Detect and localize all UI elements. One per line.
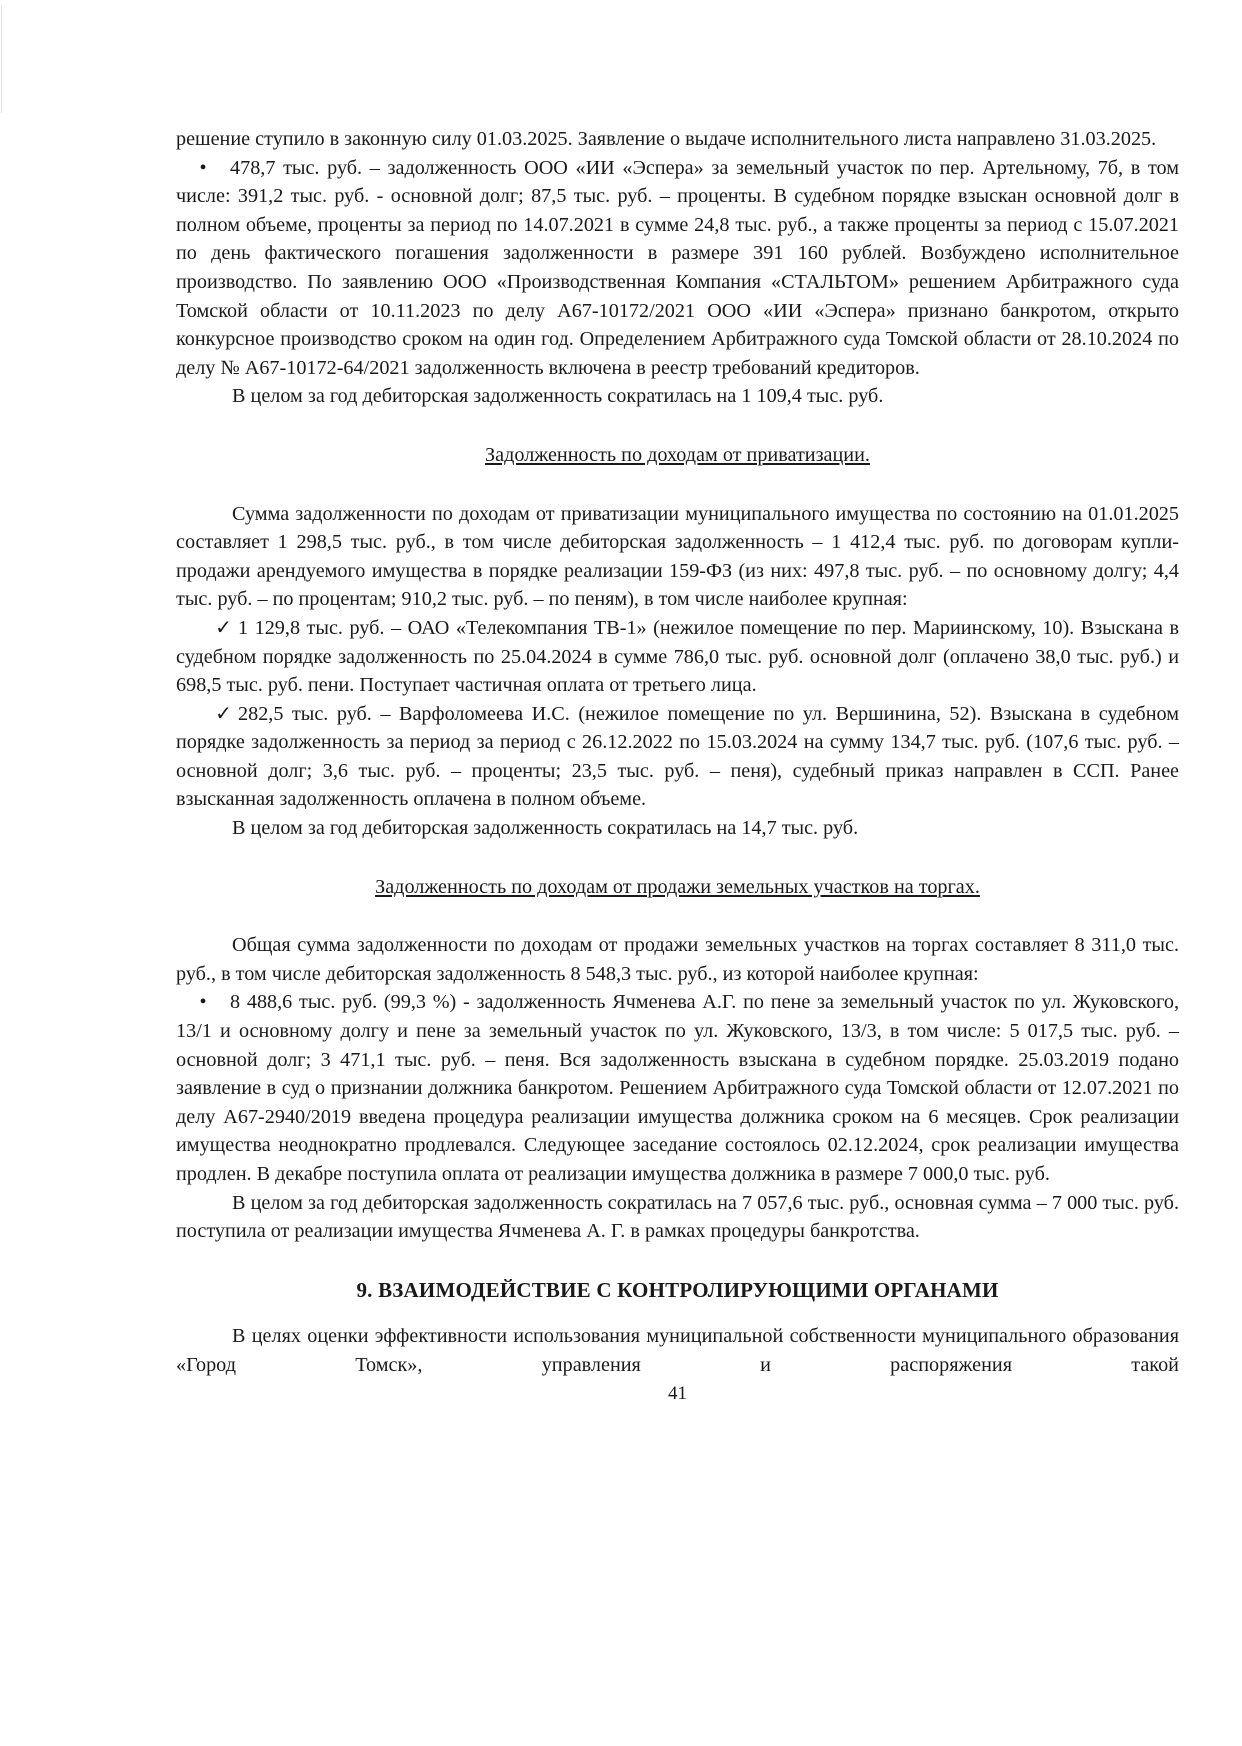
summary-espera: В целом за год дебиторская задолженность сократилась на 1 109,4 тыс. руб. bbox=[232, 385, 884, 408]
section-title-land-auctions: Задолженность по доходам от продажи земельных участков на торгах. bbox=[375, 875, 980, 898]
bullet-icon: • bbox=[199, 991, 207, 1014]
privatization-item-tv1 bbox=[176, 614, 1179, 700]
privatization-item-text: 1 129,8 тыс. руб. – ОАО «Телекомпания ТВ-1» (нежилое помещение по пер. Мариинскому, 10). Взыскана в судебном порядке задолженность по 25.04.2024 в сумме 786,0 тыс. руб. основной долг (оплачено 38,0 тыс. руб.) и 698,5 тыс. руб. пени. Поступает частичная оплата от третьего лица. bbox=[176, 616, 1179, 697]
summary-privatization: В целом за год дебиторская задолженность сократилась на 14,7 тыс. руб. bbox=[232, 817, 859, 840]
land-auctions-item-yachmenev bbox=[176, 988, 1179, 1188]
espera-debt-item bbox=[176, 154, 1179, 383]
summary-land-auctions: В целом за год дебиторская задолженность сократилась на 7 057,6 тыс. руб., основная сумма – 7 000 тыс. руб. поступила от реализации имущества Ячменева А. Г. в рамках процедуры банкротства. bbox=[176, 1191, 1179, 1243]
section-title-privatization: Задолженность по доходам от приватизации. bbox=[485, 443, 870, 466]
land-auctions-intro: Общая сумма задолженности по доходам от продажи земельных участков на торгах составляет 8 311,0 тыс. руб., в том числе дебиторская задолженность 8 548,3 тыс. руб., из которой наиболее крупная: bbox=[176, 934, 1179, 985]
espera-debt-text: 478,7 тыс. руб. – задолженность ООО «ИИ «Эспера» за земельный участок по пер. Артельному, 7б, в том числе: 391,2 тыс. руб. - основной долг; 87,5 тыс. руб. – проценты. В судебном порядке взыскан основной долг в полном объеме, проценты за период по 14.07.2021 в сумме 24,8 тыс. руб., а также проценты за период с 15.07.2021 по день фактического погашения задолженности в размере 391 160 рублей. Возбуждено исполнительное производство. По заявлению ООО «Производственная Компания «СТАЛЬТОМ» решением Арбитражного суда Томской области от 10.11.2023 по делу А67-10172/2021 ООО «ИИ «Эспера» признано банкротом, открыто конкурсное производство сроком на один год. Определением Арбитражного суда Томской области от 28.10.2024 по делу № А67-10172-64/2021 задолженность включена в реестр требований кредиторов. bbox=[176, 156, 1179, 379]
checkmark-icon: ✓ bbox=[215, 702, 232, 725]
land-auctions-item-text: 8 488,6 тыс. руб. (99,3 %) - задолженность Ячменева А.Г. по пене за земельный участок по ул. Жуковского, 13/1 и основному долгу и пене за земельный участок по ул. Жуковского, 13/3, в том числе: 5 017,5 тыс. руб. – основной долг; 3 471,1 тыс. руб. – пеня. Вся задолженность взыскана в судебном порядке. 25.03.2019 подано заявление в суд о признании должника банкротом. Решением Арбитражного суда Томской области от 12.07.2021 по делу А67-2940/2019 введена процедура реализации имущества должника сроком на 6 месяцев. Срок реализации имущества неоднократно продлевался. Следующее заседание состоялось 02.12.2024, срок реализации имущества продлен. В декабре поступила оплата от реализации имущества должника в размере 7 000,0 тыс. руб. bbox=[176, 991, 1179, 1185]
checkmark-icon: ✓ bbox=[215, 616, 232, 639]
section-9-paragraph: В целях оценки эффективности использования муниципальной собственности муниципального образования «Город Томск», управления и распоряжения такой bbox=[176, 1325, 1179, 1376]
privatization-item-varfolomeeva bbox=[176, 700, 1179, 814]
section-9-heading: 9. ВЗАИМОДЕЙСТВИЕ С КОНТРОЛИРУЮЩИМИ ОРГАНАМИ bbox=[356, 1277, 999, 1302]
privatization-item-text: 282,5 тыс. руб. – Варфоломеева И.С. (нежилое помещение по ул. Вершинина, 52). Взыскана в судебном порядке задолженность за период за период с 26.12.2022 по 15.03.2024 на сумму 134,7 тыс. руб. (107,6 тыс. руб. – основной долг; 3,6 тыс. руб. – проценты; 23,5 тыс. руб. – пеня), судебный приказ направлен в ССП. Ранее взысканная задолженность оплачена в полном объеме. bbox=[176, 702, 1179, 811]
intro-paragraph: решение ступило в законную силу 01.03.2025. Заявление о выдаче исполнительного листа направлено 31.03.2025. bbox=[176, 128, 1157, 150]
page-number: 41 bbox=[668, 1382, 687, 1404]
scan-edge-artifact bbox=[1, 5, 2, 113]
document-page bbox=[176, 125, 1179, 1408]
bullet-icon: • bbox=[199, 156, 207, 179]
privatization-intro: Сумма задолженности по доходам от приватизации муниципального имущества по состоянию на 01.01.2025 составляет 1 298,5 тыс. руб., в том числе дебиторская задолженность – 1 412,4 тыс. руб. по договорам купли-продажи арендуемого имущества в порядке реализации 159-ФЗ (из них: 497,8 тыс. руб. – по основному долгу; 4,4 тыс. руб. – по процентам; 910,2 тыс. руб. – по пеням), в том числе наиболее крупная: bbox=[176, 502, 1179, 611]
